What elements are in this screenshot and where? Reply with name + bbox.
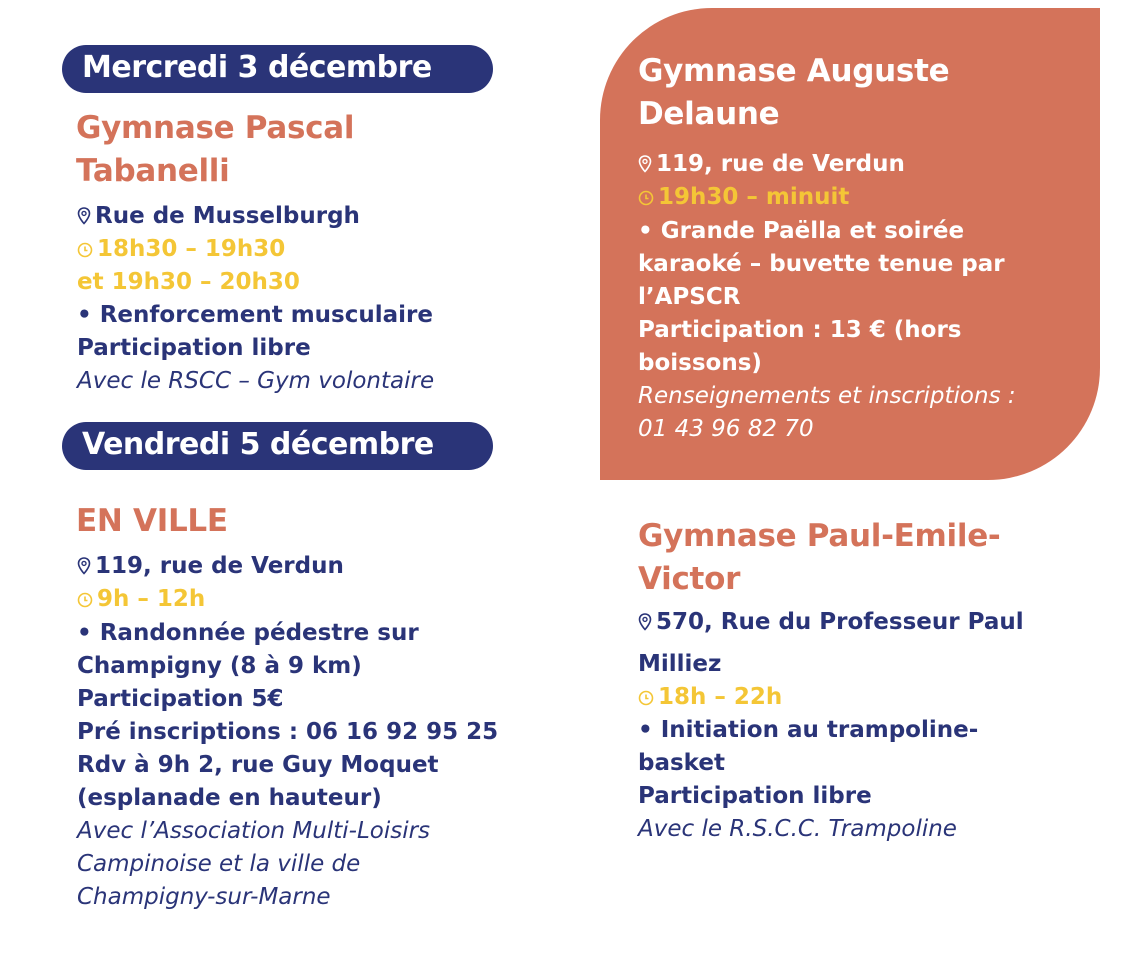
time-text: 9h – 12h <box>97 586 206 612</box>
detail-line: Rdv à 9h 2, rue Guy Moquet <box>77 752 439 778</box>
highlight-card-delaune <box>600 8 1100 480</box>
detail-line: • Randonnée pédestre sur <box>77 620 419 646</box>
address-text: 570, Rue du Professeur Paul <box>656 609 1024 635</box>
address-text: 119, rue de Verdun <box>95 553 344 579</box>
time-text: 18h – 22h <box>658 684 783 710</box>
venue-title-line: Gymnase Pascal <box>76 110 355 146</box>
venue-title-auguste-delaune <box>638 50 949 136</box>
time-text: 18h30 – 19h30 <box>97 236 286 262</box>
location-pin-icon <box>77 207 91 225</box>
info-line: Renseignements et inscriptions : <box>638 383 1016 409</box>
time-line <box>638 681 782 714</box>
detail-line: • Grande Paëlla et soirée <box>638 218 965 244</box>
address-line <box>77 550 344 583</box>
time-line <box>77 583 205 616</box>
venue-title-line: Victor <box>638 561 741 597</box>
clock-icon <box>638 190 654 206</box>
address-line-2: Milliez <box>638 651 722 677</box>
clock-icon <box>77 242 93 258</box>
detail-line: boissons) <box>638 350 762 376</box>
detail-line: Participation libre <box>638 783 872 809</box>
location-pin-icon <box>638 613 652 631</box>
detail-line: Champigny (8 à 9 km) <box>77 653 362 679</box>
venue-title-paul-emile-victor <box>638 515 1001 601</box>
detail-line: karaoké – buvette tenue par <box>638 251 1005 277</box>
partner-line: Avec l’Association Multi-Loisirs <box>77 818 431 844</box>
location-pin-icon <box>77 557 91 575</box>
partner-line: Campinoise et la ville de <box>77 851 361 877</box>
venue-title-line: Tabanelli <box>76 153 230 189</box>
info-phone: 01 43 96 82 70 <box>638 416 814 442</box>
venue-title-line: Gymnase Auguste <box>638 53 950 89</box>
time-line <box>77 233 285 266</box>
venue-title-en-ville: EN VILLE <box>76 503 228 539</box>
time-line-2: et 19h30 – 20h30 <box>77 269 300 295</box>
venue-title-pascal-tabanelli <box>76 107 354 193</box>
detail-line: Pré inscriptions : 06 16 92 95 25 <box>77 719 499 745</box>
day-heading-mercredi: Mercredi 3 décembre <box>62 45 493 93</box>
location-pin-icon <box>638 155 652 173</box>
activity-line: • Renforcement musculaire <box>77 302 433 328</box>
partner-line: Avec le R.S.C.C. Trampoline <box>638 816 957 842</box>
detail-line: basket <box>638 750 725 776</box>
venue-title-line: Gymnase Paul-Emile- <box>638 518 1001 554</box>
address-text: 119, rue de Verdun <box>656 151 905 177</box>
clock-icon <box>77 592 93 608</box>
partner-line: Champigny-sur-Marne <box>77 884 331 910</box>
time-line <box>638 181 849 214</box>
participation-line: Participation libre <box>77 335 311 361</box>
address-line <box>638 148 905 181</box>
partner-line: Avec le RSCC – Gym volontaire <box>77 368 435 394</box>
time-text: 19h30 – minuit <box>658 184 850 210</box>
detail-line: (esplanade en hauteur) <box>77 785 382 811</box>
venue-title-line: Delaune <box>638 96 780 132</box>
address-line <box>638 606 1024 639</box>
clock-icon <box>638 690 654 706</box>
detail-line: Participation 5€ <box>77 686 284 712</box>
detail-line: • Initiation au trampoline- <box>638 717 979 743</box>
address-line <box>77 200 360 233</box>
day-heading-vendredi: Vendredi 5 décembre <box>62 422 493 470</box>
detail-line: l’APSCR <box>638 284 741 310</box>
address-text: Rue de Musselburgh <box>95 203 360 229</box>
detail-line: Participation : 13 € (hors <box>638 317 962 343</box>
